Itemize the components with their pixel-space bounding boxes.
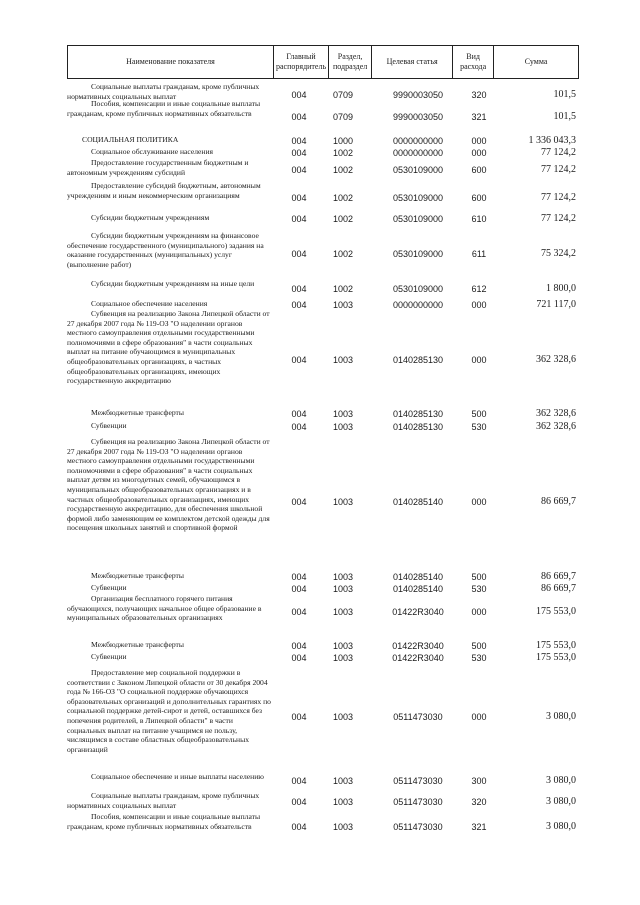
row-section: 1003 [332, 409, 354, 419]
row-main-admin: 004 [291, 653, 307, 663]
row-main-admin: 004 [291, 90, 307, 100]
row-name: Межбюджетные трансферты [91, 640, 184, 649]
row-amount: 77 124,2 [541, 164, 576, 175]
row-amount: 77 124,2 [541, 213, 576, 224]
row-main-admin: 004 [291, 355, 307, 365]
row-target: 0530109000 [392, 165, 444, 175]
row-main-admin: 004 [291, 822, 307, 832]
row-section: 1002 [332, 249, 354, 259]
row-expense-type: 611 [471, 249, 487, 259]
row-amount: 3 080,0 [546, 775, 576, 786]
row-amount: 362 328,6 [536, 354, 576, 365]
row-main-admin: 004 [291, 712, 307, 722]
row-target: 0530109000 [392, 193, 444, 203]
row-name: Межбюджетные трансферты [91, 571, 184, 580]
row-main-admin: 004 [291, 136, 307, 146]
row-name: Предоставление мер социальной поддержки в соответствии с Законом Липецкой области от 30 декабря 2004 года № 166-ОЗ "О социальной поддержке обучающихся образовательных организаций и дополнительных гарантиях по социальной поддержке детей-сирот и детей, оставшихся без попечения родителей, в Липецкой области" в части социальных выплат на питание учащимся не пользу, числящимся в составе областных общеобразовательных организаций [67, 668, 271, 754]
row-main-admin: 004 [291, 572, 307, 582]
row-expense-type: 530 [471, 653, 487, 663]
row-expense-type: 500 [471, 641, 487, 651]
row-expense-type: 321 [471, 112, 487, 122]
row-target: 9990003050 [392, 112, 444, 122]
row-expense-type: 000 [471, 355, 487, 365]
row-section: 1003 [332, 584, 354, 594]
row-amount: 362 328,6 [536, 408, 576, 419]
row-target: 0530109000 [392, 249, 444, 259]
header-name: Наименование показателя [68, 46, 274, 79]
header-expense-type: Вид расхода [453, 46, 494, 79]
row-expense-type: 610 [471, 214, 487, 224]
row-name: Субвенции [91, 421, 127, 430]
row-amount: 1 336 043,3 [528, 135, 576, 146]
row-main-admin: 004 [291, 422, 307, 432]
row-amount: 101,5 [553, 89, 576, 100]
row-target: 0511473030 [393, 797, 443, 807]
row-name: Субсидии бюджетным учреждениям на иные цели [91, 279, 255, 288]
row-name: Социальные выплаты гражданам, кроме публичных нормативных социальных выплат [67, 82, 260, 101]
row-section: 1003 [332, 653, 354, 663]
row-name: Субсидии бюджетным учреждениям [91, 213, 210, 222]
row-main-admin: 004 [291, 584, 307, 594]
row-amount: 3 080,0 [546, 796, 576, 807]
row-amount: 3 080,0 [546, 711, 576, 722]
row-target: 9990003050 [392, 90, 444, 100]
row-amount: 1 800,0 [546, 283, 576, 294]
row-expense-type: 600 [471, 165, 487, 175]
row-amount: 77 124,2 [541, 147, 576, 158]
row-main-admin: 004 [291, 284, 307, 294]
row-target: 01422R3040 [392, 641, 444, 651]
table-header [67, 45, 579, 79]
row-expense-type: 000 [471, 300, 487, 310]
row-name: Социальные выплаты гражданам, кроме публичных нормативных социальных выплат [67, 791, 260, 810]
row-target: 0140285140 [392, 584, 444, 594]
row-main-admin: 004 [291, 607, 307, 617]
row-amount: 101,5 [553, 111, 576, 122]
row-amount: 3 080,0 [546, 821, 576, 832]
header-target: Целевая статья [372, 46, 453, 79]
row-amount: 75 324,2 [541, 248, 576, 259]
row-main-admin: 004 [291, 300, 307, 310]
row-section: 1002 [332, 165, 354, 175]
row-section: 1003 [332, 797, 354, 807]
row-expense-type: 000 [471, 607, 487, 617]
row-main-admin: 004 [291, 165, 307, 175]
row-name: Субвенции [91, 652, 127, 661]
row-section: 1003 [332, 572, 354, 582]
row-section: 1000 [332, 136, 354, 146]
row-name: Субвенция на реализацию Закона Липецкой области от 27 декабря 2007 года № 119-ОЗ "О наделении органов местного самоуправления отдельными государственными полномочиями в сфере образования" в части социальных выплат детям из многодетных семей, обучающимся в муниципальных общеобразовательных организациях и в частных общеобразовательных организациях, имеющих государственную аккредитацию, для обеспечения школьной формой либо заменяющим ее комплектом детской одежды для посещения школьных занятий и спортивной формой [67, 437, 270, 533]
row-section: 1003 [332, 712, 354, 722]
row-expense-type: 320 [471, 797, 487, 807]
row-target: 0511473030 [393, 822, 443, 832]
row-main-admin: 004 [291, 112, 307, 122]
header-section: Раздел, подраздел [329, 46, 372, 79]
row-amount: 721 117,0 [536, 299, 576, 310]
row-main-admin: 004 [291, 249, 307, 259]
row-main-admin: 004 [291, 214, 307, 224]
row-target: 0530109000 [392, 214, 444, 224]
row-expense-type: 530 [471, 422, 487, 432]
row-amount: 362 328,6 [536, 421, 576, 432]
row-amount: 175 553,0 [536, 606, 576, 617]
row-name: Предоставление государственным бюджетным и автономным учреждениям субсидий [67, 158, 249, 177]
row-name: Социальное обеспечение населения [91, 299, 208, 308]
row-name: Межбюджетные трансферты [91, 408, 184, 417]
row-target: 0140285130 [392, 409, 444, 419]
row-amount: 175 553,0 [536, 640, 576, 651]
row-expense-type: 600 [471, 193, 487, 203]
row-name: Пособия, компенсации и иные социальные выплаты гражданам, кроме публичных нормативных обязательств [67, 99, 261, 118]
row-target: 0140285130 [392, 422, 444, 432]
row-amount: 86 669,7 [541, 496, 576, 507]
row-amount: 77 124,2 [541, 192, 576, 203]
row-name: СОЦИАЛЬНАЯ ПОЛИТИКА [82, 135, 179, 144]
row-main-admin: 004 [291, 497, 307, 507]
row-section: 1003 [332, 355, 354, 365]
row-expense-type: 530 [471, 584, 487, 594]
row-expense-type: 000 [471, 497, 487, 507]
row-section: 1002 [332, 193, 354, 203]
row-section: 0709 [332, 112, 354, 122]
row-section: 1003 [332, 422, 354, 432]
row-name: Субвенции [91, 583, 127, 592]
row-expense-type: 321 [471, 822, 487, 832]
row-amount: 175 553,0 [536, 652, 576, 663]
row-main-admin: 004 [291, 641, 307, 651]
row-target: 0000000000 [392, 300, 444, 310]
row-main-admin: 004 [291, 797, 307, 807]
row-expense-type: 300 [471, 776, 487, 786]
row-expense-type: 000 [471, 712, 487, 722]
row-section: 1002 [332, 214, 354, 224]
row-target: 0140285140 [392, 497, 444, 507]
row-section: 1003 [332, 607, 354, 617]
row-section: 1002 [332, 148, 354, 158]
row-amount: 86 669,7 [541, 583, 576, 594]
row-name: Субсидии бюджетным учреждениям на финансовое обеспечение государственного (муниципального) задания на оказание государственных (муниципальных) услуг (выполнение работ) [67, 231, 264, 269]
row-section: 1003 [332, 300, 354, 310]
row-section: 1002 [332, 284, 354, 294]
row-main-admin: 004 [291, 193, 307, 203]
row-section: 1003 [332, 822, 354, 832]
row-expense-type: 000 [471, 136, 487, 146]
row-expense-type: 000 [471, 148, 487, 158]
row-section: 1003 [332, 497, 354, 507]
row-expense-type: 320 [471, 90, 487, 100]
row-name: Социальное обеспечение и иные выплаты населению [91, 772, 264, 781]
row-target: 0140285130 [392, 355, 444, 365]
row-expense-type: 500 [471, 409, 487, 419]
row-target: 0530109000 [392, 284, 444, 294]
row-expense-type: 612 [471, 284, 487, 294]
row-name: Организация бесплатного горячего питания обучающихся, получающих начальное общее образование в муниципальных образовательных организациях [67, 594, 262, 623]
row-name: Пособия, компенсации и иные социальные выплаты гражданам, кроме публичных нормативных обязательств [67, 812, 261, 831]
row-target: 0000000000 [392, 148, 444, 158]
row-amount: 86 669,7 [541, 571, 576, 582]
row-main-admin: 004 [291, 776, 307, 786]
header-amount: Сумма [494, 46, 579, 79]
row-name: Предоставление субсидий бюджетным, автономным учреждениям и иным некоммерческим организациям [67, 181, 261, 200]
row-target: 01422R3040 [392, 653, 444, 663]
row-main-admin: 004 [291, 409, 307, 419]
row-section: 1003 [332, 776, 354, 786]
row-target: 01422R3040 [392, 607, 444, 617]
row-target: 0000000000 [392, 136, 444, 146]
row-name: Субвенция на реализацию Закона Липецкой области от 27 декабря 2007 года № 119-ОЗ "О наделении органов местного самоуправления отдельными государственными полномочиями в сфере образования" в части социальных выплат на питание обучающимся в муниципальных общеобразовательных организациях, в частных общеобразовательных организациях, имеющих государственную аккредитацию [67, 309, 270, 386]
row-section: 1003 [332, 641, 354, 651]
row-section: 0709 [332, 90, 354, 100]
row-target: 0511473030 [393, 712, 443, 722]
row-target: 0140285140 [392, 572, 444, 582]
row-name: Социальное обслуживание населения [91, 147, 214, 156]
row-expense-type: 500 [471, 572, 487, 582]
row-target: 0511473030 [393, 776, 443, 786]
header-main-admin: Главный распорядитель [274, 46, 329, 79]
row-main-admin: 004 [291, 148, 307, 158]
